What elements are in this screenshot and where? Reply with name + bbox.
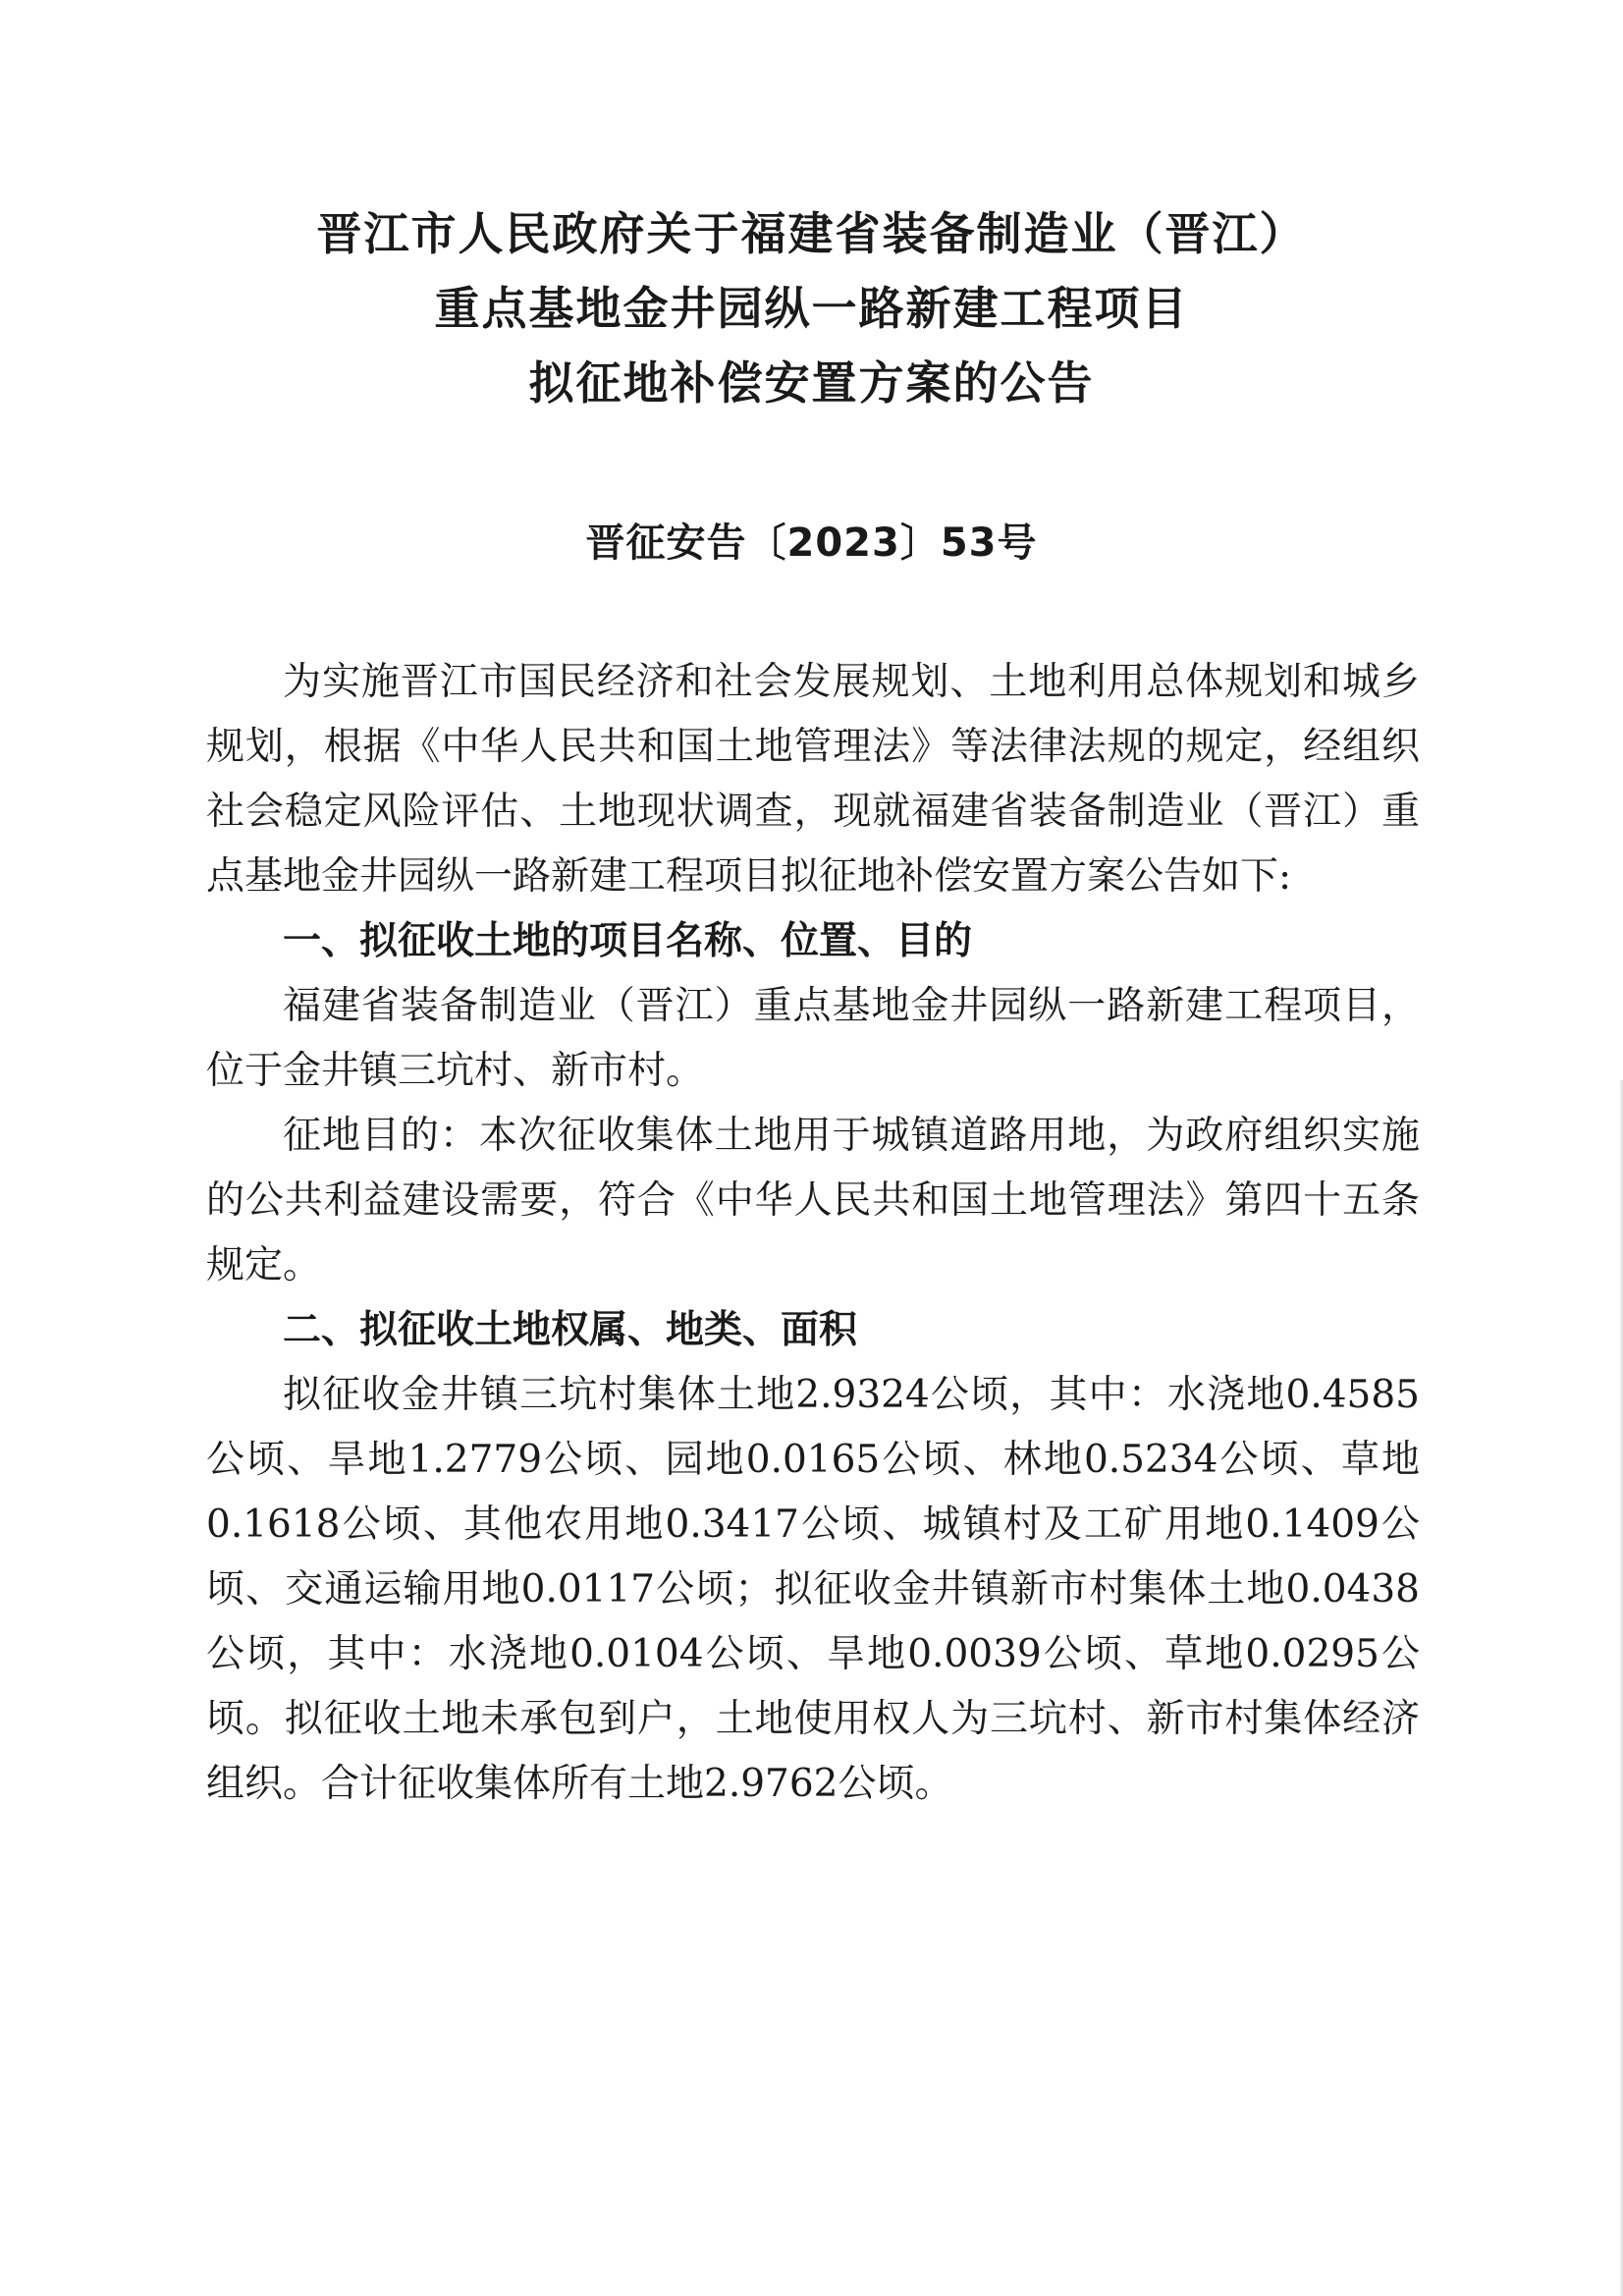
section-1-heading: 一、拟征收土地的项目名称、位置、目的 bbox=[283, 919, 973, 963]
scan-edge-shadow bbox=[1619, 1080, 1623, 2296]
section-1-paragraph-2: 征地目的：本次征收集体土地用于城镇道路用地，为政府组织实施的公共利益建设需要，符合《中华人民共和国土地管理法》第四十五条规定。 bbox=[206, 1114, 1420, 1287]
document-title bbox=[196, 196, 1427, 420]
section-2-paragraph-1: 拟征收金井镇三坑村集体土地2.9324公顷，其中：水浇地0.4585公顷、旱地1.2779公顷、园地0.0165公顷、林地0.5234公顷、草地0.1618公顷、其他农用地0.3417公顷、城镇村及工矿用地0.1409公顷、交通运输用地0.0117公顷；拟征收金井镇新市村集体土地0.0438公顷，其中：水浇地0.0104公顷、旱地0.0039公顷、草地0.0295公顷。拟征收土地未承包到户，土地使用权人为三坑村、新市村集体经济组织。合计征收集体所有土地2.9762公顷。 bbox=[206, 1373, 1420, 1806]
section-1-paragraph-1: 福建省装备制造业（晋江）重点基地金井园纵一路新建工程项目，位于金井镇三坑村、新市村。 bbox=[206, 984, 1420, 1093]
title-line-3: 拟征地补偿安置方案的公告 bbox=[528, 356, 1095, 410]
section-2-heading: 二、拟征收土地权属、地类、面积 bbox=[283, 1308, 858, 1352]
document-body bbox=[206, 650, 1420, 1817]
title-line-2: 重点基地金井园纵一路新建工程项目 bbox=[434, 282, 1189, 335]
document-number: 晋征安告〔2023〕53号 bbox=[585, 520, 1038, 566]
title-line-1: 晋江市人民政府关于福建省装备制造业（晋江） bbox=[316, 207, 1307, 260]
intro-paragraph: 为实施晋江市国民经济和社会发展规划、土地利用总体规划和城乡规划，根据《中华人民共和国土地管理法》等法律法规的规定，经组织社会稳定风险评估、土地现状调查，现就福建省装备制造业（晋江）重点基地金井园纵一路新建工程项目拟征地补偿安置方案公告如下: bbox=[206, 660, 1420, 899]
